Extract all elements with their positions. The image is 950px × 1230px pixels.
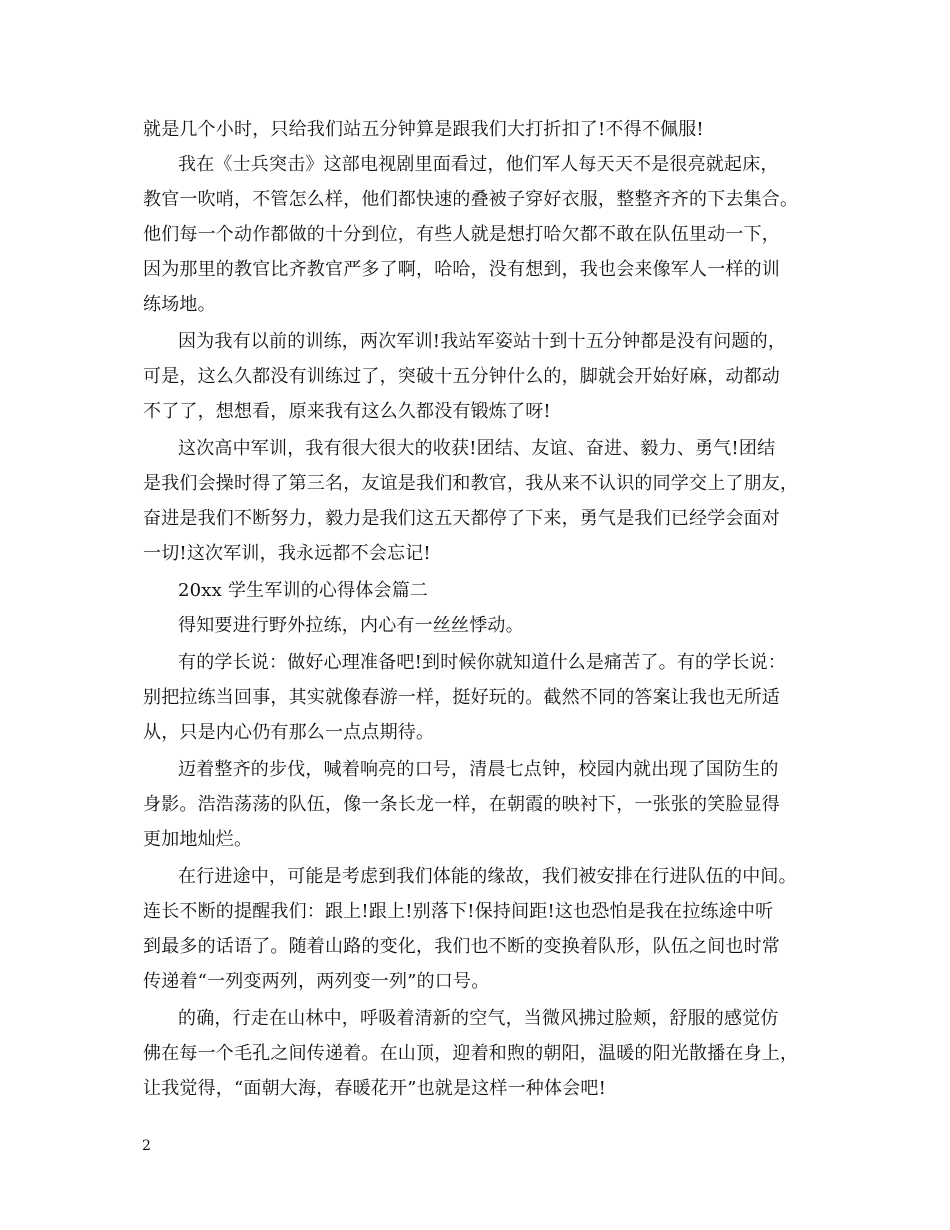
text-line: 因为我有以前的训练，两次军训!我站军姿站十到十五分钟都是没有问题的， [178,331,787,352]
text-line: 从，只是内心仍有那么一点点期待。 [143,722,435,743]
page-number: 2 [142,1138,151,1154]
text-line: 传递着“一列变两列，两列变一列”的口号。 [143,971,490,992]
text-line: 别把拉练当回事，其实就像春游一样，挺好玩的。截然不同的答案让我也无所适 [143,687,780,708]
text-line: 迈着整齐的步伐，喊着响亮的口号，清晨七点钟，校园内就出现了国防生的 [178,759,779,780]
text-line: 可是，这么久都没有训练过了，突破十五分钟什么的，脚就会开始好麻，动都动 [143,366,780,387]
text-line: 就是几个小时，只给我们站五分钟算是跟我们大打折扣了!不得不佩服! [143,119,704,140]
text-line: 让我觉得，“面朝大海，春暖花开”也就是这样一种体会吧! [143,1078,607,1099]
text-line: 奋进是我们不断努力，毅力是我们这五天都停了下来，勇气是我们已经学会面对 [143,508,780,529]
text-line: 这次高中军训，我有很大很大的收获!团结、友谊、奋进、毅力、勇气!团结 [178,438,776,459]
text-line: 连长不断的提醒我们：跟上!跟上!别落下!保持间距!这也恐怕是我在拉练途中听 [143,901,774,922]
text-line: 不了了，想想看，原来我有这么久都没有锻炼了呀! [143,401,551,422]
text-line: 在行进途中，可能是考虑到我们体能的缘故，我们被安排在行进队伍的中间。 [178,866,797,887]
text-line: 到最多的话语了。随着山路的变化，我们也不断的变换着队形，队伍之间也时常 [143,936,780,957]
text-line: 的确，行走在山林中，呼吸着清新的空气，当微风拂过脸颊，舒服的感觉仿 [178,1008,779,1029]
text-line: 他们每一个动作都做的十分到位，有些人就是想打哈欠都不敢在队伍里动一下， [143,224,780,245]
text-line: 得知要进行野外拉练，内心有一丝丝悸动。 [178,615,524,636]
text-line: 我在《士兵突击》这部电视剧里面看过，他们军人每天天不是很亮就起床， [178,154,779,175]
text-line: 身影。浩浩荡荡的队伍，像一条长龙一样，在朝霞的映衬下，一张张的笑脸显得 [143,794,780,815]
text-line: 一切!这次军训，我永远都不会忘记! [143,543,431,564]
text-line: 更加地灿烂。 [143,829,253,850]
text-line: 佛在每一个毛孔之间传递着。在山顶，迎着和煦的朝阳，温暖的阳光散播在身上， [143,1043,799,1064]
text-line: 因为那里的教官比齐教官严多了啊，哈哈，没有想到，我也会来像军人一样的训 [143,259,780,280]
text-line: 有的学长说：做好心理准备吧!到时候你就知道什么是痛苦了。有的学长说： [178,652,787,673]
text-line: 练场地。 [143,294,216,315]
text-line: 教官一吹哨，不管怎么样，他们都快速的叠被子穿好衣服，整整齐齐的下去集合。 [143,189,799,210]
section-heading: 20xx 学生军训的心得体会篇二 [178,580,429,601]
text-line: 是我们会操时得了第三名，友谊是我们和教官，我从来不认识的同学交上了朋友， [143,473,799,494]
